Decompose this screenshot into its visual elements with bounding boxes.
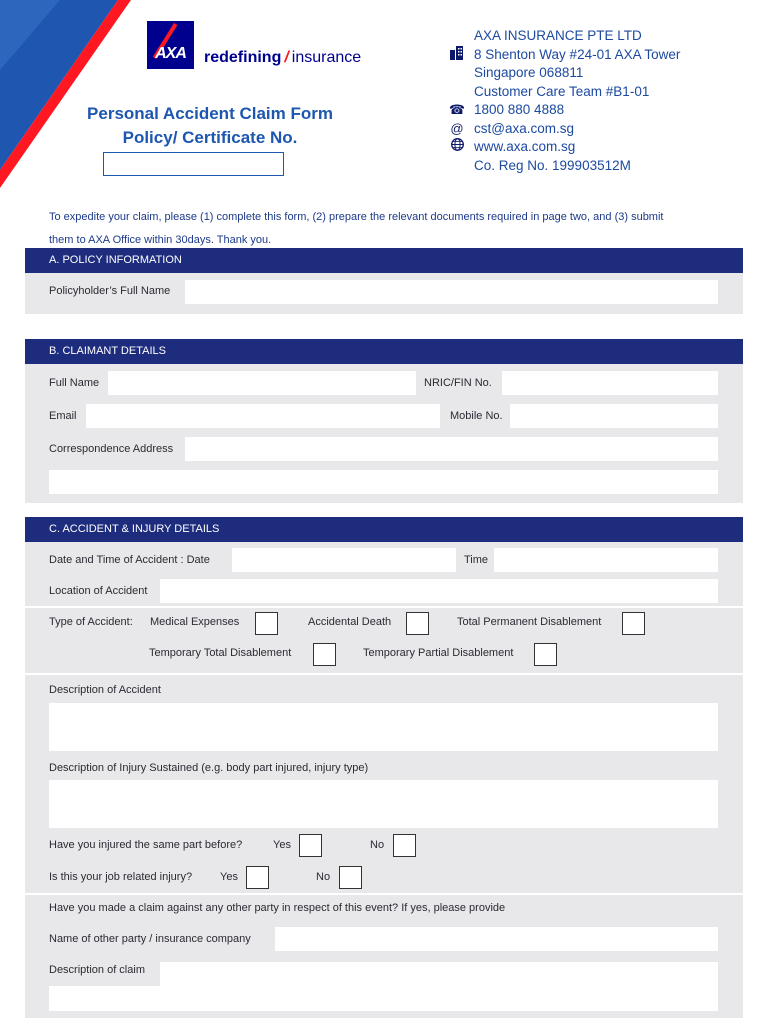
injury-description-label: Description of Injury Sustained (e.g. body part injured, injury type)	[49, 762, 369, 774]
accident-date-field[interactable]	[232, 548, 456, 572]
address-field-line1[interactable]	[185, 437, 718, 461]
job-related-no-label: No	[316, 871, 331, 883]
full-name-field[interactable]	[108, 371, 416, 395]
accident-location-field[interactable]	[160, 579, 718, 603]
company-address-line3: Customer Care Team #B1-01	[474, 83, 650, 99]
nric-field[interactable]	[502, 371, 718, 395]
job-related-no-checkbox[interactable]	[339, 866, 362, 889]
company-name: AXA INSURANCE PTE LTD	[474, 28, 642, 43]
axa-logo	[147, 21, 194, 69]
policy-number-label: Policy/ Certificate No.	[122, 128, 298, 147]
type-tpd-checkbox[interactable]	[622, 612, 645, 635]
nric-label: NRIC/FIN No.	[424, 377, 492, 389]
accident-description-field[interactable]	[49, 703, 718, 751]
mobile-field[interactable]	[510, 404, 718, 428]
company-address1-text: 8 Shenton Way #24-01 AXA Tower	[474, 46, 681, 62]
full-name-label: Full Name	[49, 377, 100, 389]
building-icon	[448, 46, 466, 66]
company-email-text: cst@axa.com.sg	[474, 120, 574, 136]
separator	[25, 606, 743, 608]
accident-date-label: Date and Time of Accident : Date	[49, 554, 210, 566]
form-title: Personal Accident Claim Form	[87, 104, 333, 123]
company-info	[448, 27, 681, 175]
brand-tagline	[204, 49, 361, 67]
accident-type-label: Type of Accident:	[49, 616, 133, 628]
email-field[interactable]	[86, 404, 440, 428]
tagline-slash: /	[284, 49, 289, 66]
company-phone-text: 1800 880 4888	[474, 102, 565, 117]
claim-description-field-line1[interactable]	[160, 962, 718, 986]
policy-number-field[interactable]	[103, 152, 284, 176]
type-tpd-label: Total Permanent Disablement	[457, 616, 602, 628]
tagline-light: insurance	[291, 49, 362, 66]
company-address-line2: Singapore 068811	[474, 65, 584, 80]
other-party-field[interactable]	[275, 927, 718, 951]
section-b-header: B. CLAIMANT DETAILS	[25, 339, 743, 364]
type-medical-label: Medical Expenses	[150, 616, 240, 628]
company-email	[450, 120, 680, 139]
address-field-line2[interactable]	[49, 470, 718, 494]
intro-line2: them to AXA Office within 30days. Thank you.	[49, 234, 272, 246]
other-party-label: Name of other party / insurance company	[49, 933, 251, 945]
globe-icon	[448, 138, 466, 157]
accident-location-label: Location of Accident	[49, 585, 148, 597]
intro-line1: To expedite your claim, please (1) complete this form, (2) prepare the relevant documents required in page two, and (3) submit	[49, 211, 664, 223]
intro-text	[49, 206, 739, 252]
type-death-checkbox[interactable]	[406, 612, 429, 635]
job-related-yes-label: Yes	[220, 871, 238, 883]
claim-description-label: Description of claim	[49, 964, 145, 976]
company-web	[474, 138, 680, 157]
claim-description-field-line2[interactable]	[49, 986, 718, 1011]
type-death-label: Accidental Death	[308, 616, 392, 628]
section-c-header: C. ACCIDENT & INJURY DETAILS	[25, 517, 743, 542]
company-web-text: www.axa.com.sg	[474, 139, 576, 154]
accident-time-field[interactable]	[494, 548, 718, 572]
injured-before-yes-label: Yes	[273, 839, 291, 851]
type-ttd-checkbox[interactable]	[313, 643, 336, 666]
tagline-bold: redefining	[204, 49, 282, 66]
other-claim-label: Have you made a claim against any other party in respect of this event? If yes, please provide	[49, 902, 506, 914]
type-tpartial-label: Temporary Partial Disablement	[363, 647, 514, 659]
injury-description-field[interactable]	[49, 780, 718, 828]
injured-before-label: Have you injured the same part before?	[49, 839, 243, 851]
injured-before-no-label: No	[370, 839, 385, 851]
company-reg: Co. Reg No. 199903512M	[474, 157, 631, 173]
at-icon: @	[450, 120, 464, 136]
injured-before-no-checkbox[interactable]	[393, 834, 416, 857]
email-label: Email	[49, 410, 77, 422]
type-tpartial-checkbox[interactable]	[534, 643, 557, 666]
policyholder-name-label: Policyholder’s Full Name	[49, 285, 171, 297]
section-a-header: A. POLICY INFORMATION	[25, 248, 743, 273]
separator	[25, 893, 743, 895]
type-ttd-label: Temporary Total Disablement	[149, 647, 292, 659]
phone-icon: ☎	[448, 102, 466, 117]
company-address-line1	[474, 46, 680, 65]
company-phone	[448, 101, 680, 120]
job-related-label: Is this your job related injury?	[49, 871, 193, 883]
accident-description-label: Description of Accident	[49, 684, 161, 696]
injured-before-yes-checkbox[interactable]	[299, 834, 322, 857]
mobile-label: Mobile No.	[450, 410, 503, 422]
logo-text: AXA	[155, 45, 186, 62]
accident-time-label: Time	[464, 554, 489, 566]
policyholder-name-field[interactable]	[185, 280, 718, 304]
job-related-yes-checkbox[interactable]	[246, 866, 269, 889]
type-medical-checkbox[interactable]	[255, 612, 278, 635]
separator	[25, 673, 743, 675]
address-label: Correspondence Address	[49, 443, 174, 455]
